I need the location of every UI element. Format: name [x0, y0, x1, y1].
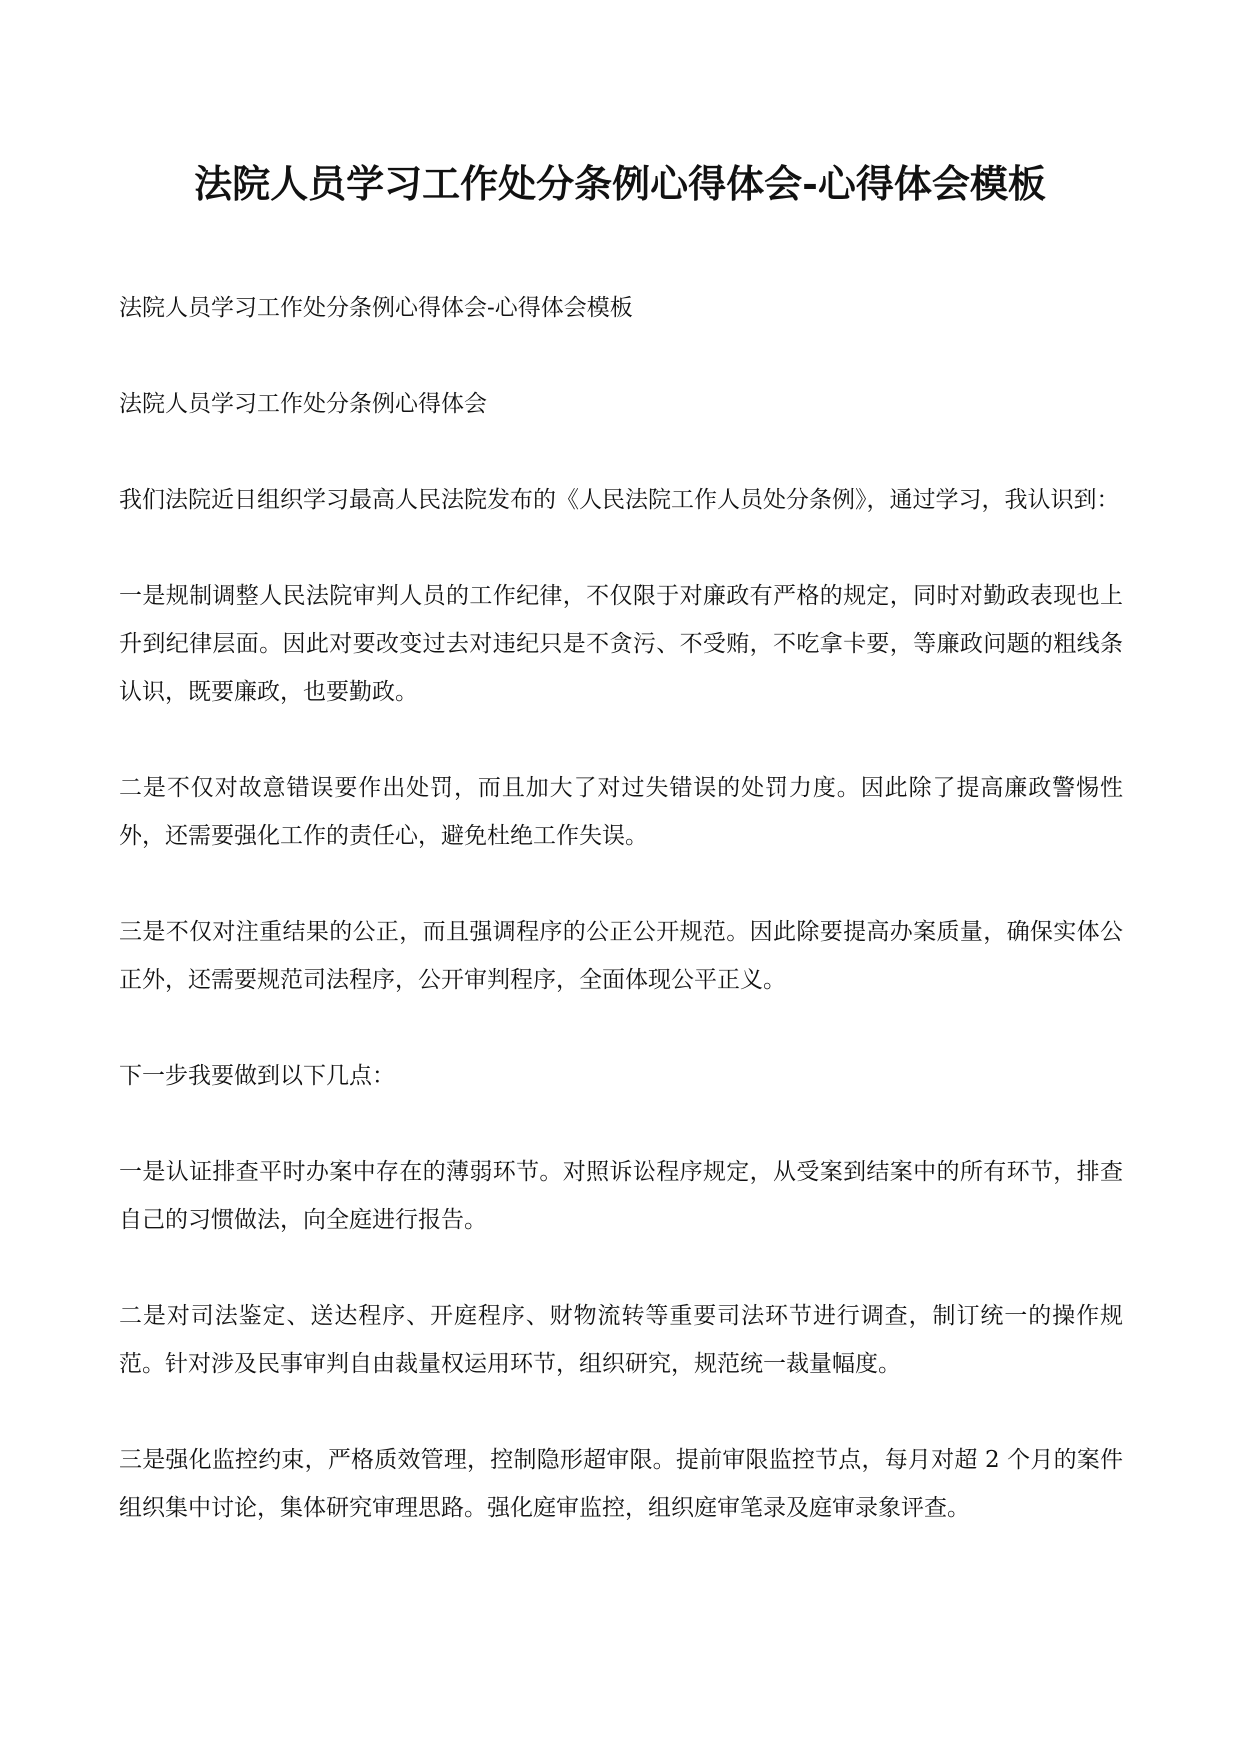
- document-body: [119, 284, 1123, 1532]
- paragraph-point-2: 二是不仅对故意错误要作出处罚，而且加大了对过失错误的处罚力度。因此除了提高廉政警惕性外，还需要强化工作的责任心，避免杜绝工作失误。: [119, 775, 1123, 849]
- paragraph-intro: 我们法院近日组织学习最高人民法院发布的《人民法院工作人员处分条例》，通过学习，我认识到：: [119, 487, 1120, 513]
- paragraph-step-2: 二是对司法鉴定、送达程序、开庭程序、财物流转等重要司法环节进行调查，制订统一的操作规范。针对涉及民事审判自由裁量权运用环节，组织研究，规范统一裁量幅度。: [119, 1303, 1123, 1377]
- paragraph-next-steps: 下一步我要做到以下几点：: [119, 1063, 395, 1089]
- paragraph-point-3: 三是不仅对注重结果的公正，而且强调程序的公正公开规范。因此除要提高办案质量，确保实体公正外，还需要规范司法程序，公开审判程序，全面体现公平正义。: [119, 919, 1123, 993]
- paragraph-subtitle: 法院人员学习工作处分条例心得体会-心得体会模板: [119, 295, 633, 321]
- document-title: 法院人员学习工作处分条例心得体会-心得体会模板: [194, 161, 1046, 206]
- paragraph-point-1: 一是规制调整人民法院审判人员的工作纪律，不仅限于对廉政有严格的规定，同时对勤政表现也上升到纪律层面。因此对要改变过去对违纪只是不贪污、不受贿，不吃拿卡要，等廉政问题的粗线条认识，既要廉政，也要勤政。: [119, 583, 1123, 705]
- paragraph-heading: 法院人员学习工作处分条例心得体会: [119, 391, 487, 417]
- paragraph-step-1: 一是认证排查平时办案中存在的薄弱环节。对照诉讼程序规定，从受案到结案中的所有环节，排查自己的习惯做法，向全庭进行报告。: [119, 1159, 1123, 1233]
- paragraph-step-3: 三是强化监控约束，严格质效管理，控制隐形超审限。提前审限监控节点，每月对超 2 个月的案件组织集中讨论，集体研究审理思路。强化庭审监控，组织庭审笔录及庭审录象评查。: [119, 1447, 1123, 1521]
